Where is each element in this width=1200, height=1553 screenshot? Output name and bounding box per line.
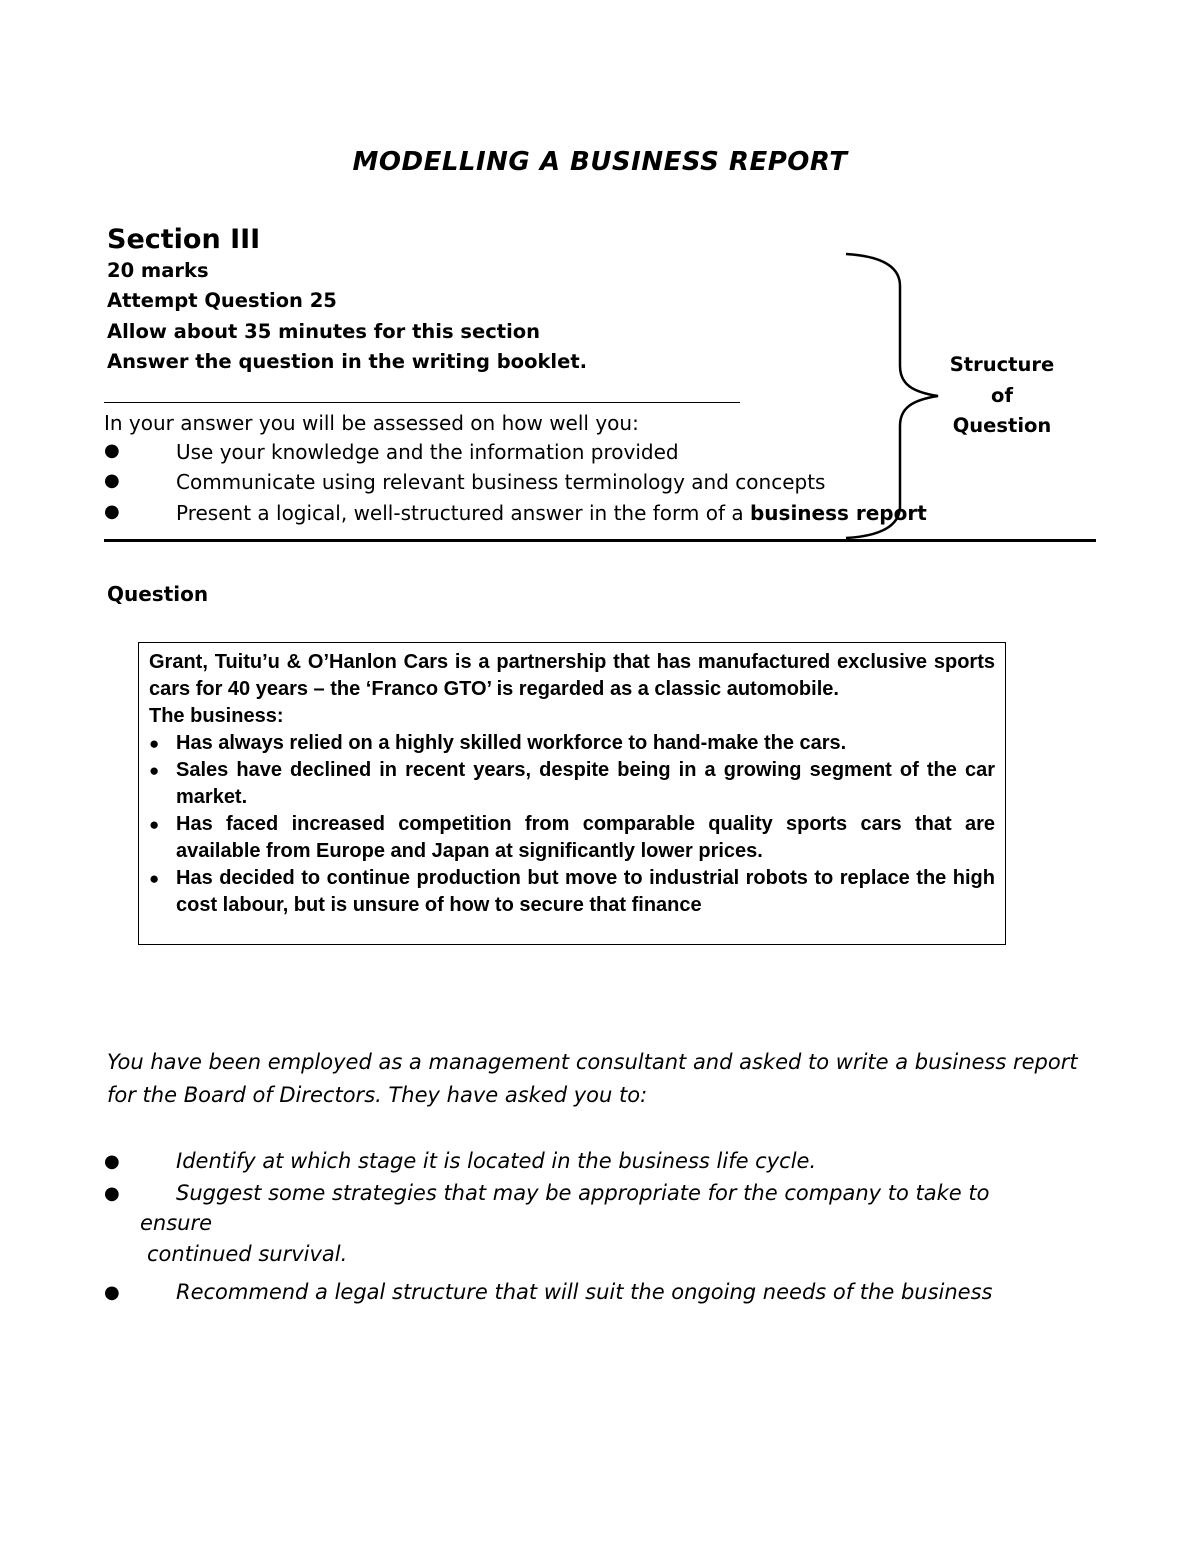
- fact-item: ● Has always relied on a highly skilled workforce to hand-make the cars.: [149, 730, 995, 757]
- scenario-box: [138, 642, 1006, 945]
- bullet-icon: ●: [104, 1151, 120, 1172]
- bullet-icon: ●: [104, 1282, 120, 1303]
- fact-item: ● Sales have declined in recent years, despite being in a growing segment of the car market.: [149, 759, 995, 808]
- question-heading: Question: [107, 582, 209, 606]
- business-label: The business:: [149, 705, 284, 727]
- bullet-icon: ●: [149, 761, 160, 780]
- answer-label: Answer the question in the writing booklet.: [107, 350, 588, 373]
- section-divider: [104, 539, 1096, 542]
- assessment-item-text: Present a logical, well-structured answer in the form of a business report: [176, 501, 927, 525]
- task-text: Recommend a legal structure that will suit the ongoing needs of the business: [176, 1280, 993, 1304]
- marks-label: 20 marks: [107, 259, 209, 282]
- scenario-intro: Grant, Tuitu’u & O’Hanlon Cars is a partnership that has manufactured exclusive sports cars for 40 years – the ‘Franco GTO’ is regarded as a classic automobile.: [149, 651, 995, 700]
- task-text-continued: ensure: [140, 1211, 213, 1235]
- task-text: Suggest some strategies that may be appropriate for the company to take to: [176, 1181, 990, 1205]
- bullet-icon: ●: [104, 1183, 120, 1204]
- assessment-intro: In your answer you will be assessed on how well you:: [104, 411, 639, 435]
- task-text: Identify at which stage it is located in the business life cycle.: [176, 1149, 817, 1173]
- bullet-icon: ●: [104, 501, 120, 522]
- annotation-line: Structure: [949, 353, 1055, 376]
- annotation-line: Question: [952, 414, 1052, 437]
- bullet-icon: ●: [104, 440, 120, 461]
- assessment-item-text: Communicate using relevant business terminology and concepts: [176, 470, 826, 494]
- bullet-icon: ●: [149, 815, 160, 834]
- attempt-label: Attempt Question 25: [107, 289, 337, 312]
- structure-annotation: [932, 350, 1072, 442]
- bullet-icon: ●: [149, 869, 160, 888]
- section-heading: Section III: [107, 224, 261, 255]
- fact-item: ● Has faced increased competition from comparable quality sports cars that are available from Europe and Japan at significantly lower prices.: [149, 813, 995, 862]
- business-report-emphasis: business report: [749, 501, 927, 525]
- annotation-line: of: [991, 383, 1013, 407]
- divider: [104, 402, 740, 403]
- instructions-text: You have been employed as a management consultant and asked to write a business report for the Board of Directors. They have asked you to:: [107, 1050, 1078, 1107]
- page-title: MODELLING A BUSINESS REPORT: [352, 147, 848, 177]
- bullet-icon: ●: [104, 470, 120, 491]
- fact-item: ● Has decided to continue production but move to industrial robots to replace the high cost labour, but is unsure of how to secure that finance: [149, 867, 995, 916]
- assessment-item-text: Use your knowledge and the information provided: [176, 440, 679, 464]
- fact-list: [149, 730, 995, 919]
- task-text-continued: continued survival.: [147, 1242, 348, 1266]
- bullet-icon: ●: [149, 734, 160, 753]
- time-label: Allow about 35 minutes for this section: [107, 320, 541, 343]
